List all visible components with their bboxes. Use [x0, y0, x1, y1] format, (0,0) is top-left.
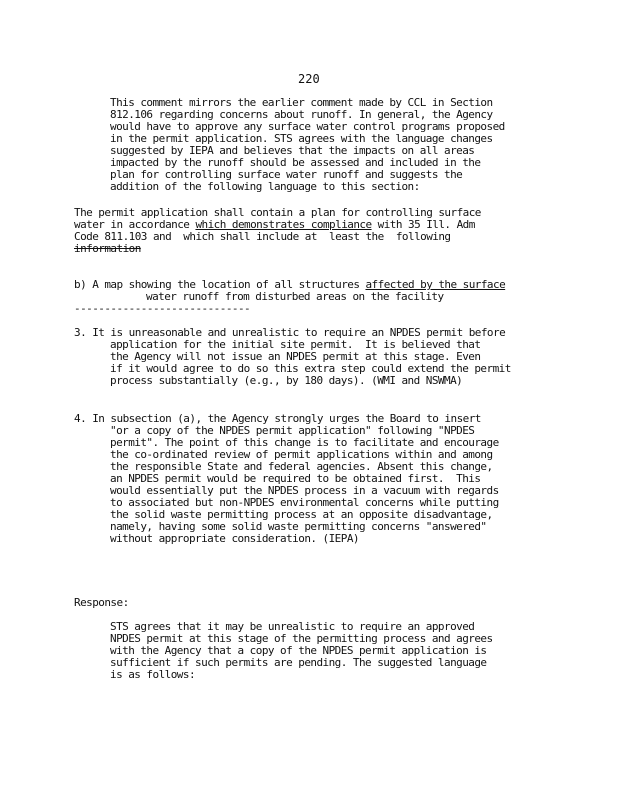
- text-line: addition of the following language to this section:: [110, 180, 420, 193]
- text-line: the co-ordinated review of permit applications within and among: [110, 448, 493, 461]
- text-line: the Agency will not issue an NPDES permit at this stage. Even: [110, 350, 481, 363]
- page-number: 220: [298, 72, 320, 86]
- text-line: NPDES permit at this stage of the permitting process and agrees: [110, 632, 493, 645]
- text-line: without appropriate consideration. (IEPA): [110, 532, 359, 545]
- text-line: to associated but non-NPDES environmental concerns while putting: [110, 496, 499, 509]
- text-line: the responsible State and federal agencies. Absent this change,: [110, 460, 493, 473]
- inserted-text: affected by the surface: [365, 278, 506, 291]
- text-line: 4. In subsection (a), the Agency strongly urges the Board to insert: [74, 412, 481, 425]
- text-line: plan for controlling surface water runoff and suggests the: [110, 168, 463, 181]
- text-line: "or a copy of the NPDES permit application" following "NPDES: [110, 424, 475, 437]
- text-line: would essentially put the NPDES process in a vacuum with regards: [110, 484, 499, 497]
- text-line: STS agrees that it may be unrealistic to require an approved: [110, 620, 475, 633]
- text-line: in the permit application. STS agrees with the language changes: [110, 132, 493, 145]
- text-line: suggested by IEPA and believes that the impacts on all areas: [110, 144, 475, 157]
- text-line: The permit application shall contain a plan for controlling surface: [74, 206, 481, 219]
- text-line: with the Agency that a copy of the NPDES permit application is: [110, 644, 487, 657]
- text-line: the solid waste permitting process at an opposite disadvantage,: [110, 508, 493, 521]
- text-segment: with 35 Ill. Adm: [371, 218, 475, 231]
- text-line: water runoff from disturbed areas on the facility: [146, 290, 444, 303]
- text-line: 812.106 regarding concerns about runoff. In general, the Agency: [110, 108, 493, 121]
- text-line: namely, having some solid waste permitting concerns "answered": [110, 520, 487, 533]
- text-line: process substantially (e.g., by 180 days). (WMI and NSWMA): [110, 374, 463, 387]
- response-heading: Response:: [74, 596, 129, 609]
- text-line: an NPDES permit would be required to be obtained first. This: [110, 472, 481, 485]
- dashed-rule: -----------------------------: [74, 302, 251, 315]
- text-line: if it would agree to do so this extra step could extend the permit: [110, 362, 511, 375]
- text-line: sufficient if such permits are pending. The suggested language: [110, 656, 487, 669]
- text-line: would have to approve any surface water control programs proposed: [110, 120, 505, 133]
- text-line: application for the initial site permit. It is believed that: [110, 338, 481, 351]
- text-segment: b) A map showing the location of all structures: [74, 278, 366, 291]
- text-line: 3. It is unreasonable and unrealistic to require an NPDES permit before: [74, 326, 506, 339]
- text-line: is as follows:: [110, 668, 196, 681]
- text-line: Code 811.103 and which shall include at least the following: [74, 230, 451, 243]
- text-line: This comment mirrors the earlier comment made by CCL in Section: [110, 96, 493, 109]
- inserted-text: which demonstrates compliance: [195, 218, 372, 231]
- text-line: permit". The point of this change is to facilitate and encourage: [110, 436, 499, 449]
- text-line: impacted by the runoff should be assessed and included in the: [110, 156, 481, 169]
- deleted-text: information: [74, 242, 141, 255]
- text-segment: water in accordance: [74, 218, 196, 231]
